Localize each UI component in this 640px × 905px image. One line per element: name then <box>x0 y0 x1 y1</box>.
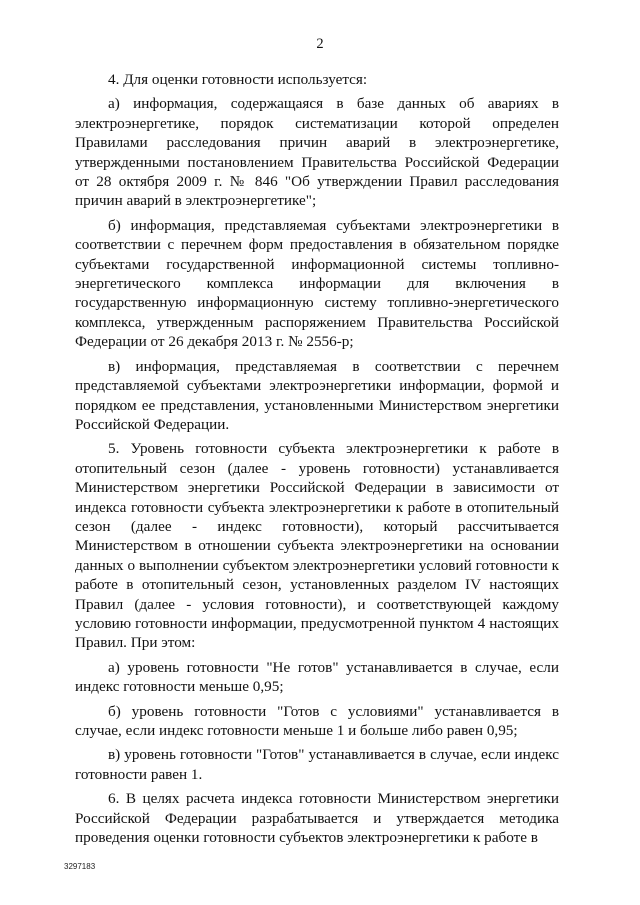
paragraph-item-4a: а) информация, содержащаяся в базе данных об авариях в электроэнергетике, порядок систематизации которой определен Правилами расследования причин аварий в электроэнергетике, утвержденными постановлением Правительства Российской Федерации от 28 октября 2009 г. № 846 "Об утверждении Правил расследования причин аварий в электроэнергетике"; <box>75 95 559 210</box>
document-body <box>75 70 559 852</box>
paragraph-item-5: 5. Уровень готовности субъекта электроэнергетики к работе в отопительный сезон (далее - уровень готовности) устанавливается Министерством энергетики Российской Федерации в зависимости от индекса готовности субъекта электроэнергетики к работе в отопительный сезон (далее - индекс готовности), который рассчитывается Министерством в отношении субъекта электроэнергетики на основании данных о выполнении субъектом электроэнергетики условий готовности к работе в отопительный сезон, установленных разделом IV настоящих Правил (далее - условия готовности), и соответствующей каждому условию готовности информации, предусмотренной пунктом 4 настоящих Правил. При этом: <box>75 440 559 652</box>
paragraph-item-5a: а) уровень готовности "Не готов" устанавливается в случае, если индекс готовности меньше 0,95; <box>75 658 559 696</box>
document-id: 3297183 <box>64 862 96 871</box>
paragraph-item-5b: б) уровень готовности "Готов с условиями" устанавливается в случае, если индекс готовности меньше 1 и больше либо равен 0,95; <box>75 702 559 739</box>
paragraph-item-6: 6. В целях расчета индекса готовности Министерством энергетики Российской Федерации разрабатывается и утверждается методика проведения оценки готовности субъектов электроэнергетики к работе в <box>75 790 559 847</box>
page-number: 2 <box>316 36 324 52</box>
paragraph-item-4: 4. Для оценки готовности используется: <box>108 71 368 88</box>
paragraph-item-5c: в) уровень готовности "Готов" устанавливается в случае, если индекс готовности равен 1. <box>75 746 559 783</box>
paragraph-item-4c: в) информация, представляемая в соответствии с перечнем представляемой субъектами электроэнергетики информации, формой и порядком ее представления, установленными Министерством энергетики Российской Федерации. <box>75 357 559 433</box>
paragraph-item-4b: б) информация, представляемая субъектами электроэнергетики в соответствии с перечнем форм предоставления в обязательном порядке субъектами государственной информационной системы топливно-энергетического комплекса информации для включения в государственную информационную систему топливно-энергетического комплекса, утвержденным распоряжением Правительства Российской Федерации от 26 декабря 2013 г. № 2556-р; <box>75 216 559 351</box>
